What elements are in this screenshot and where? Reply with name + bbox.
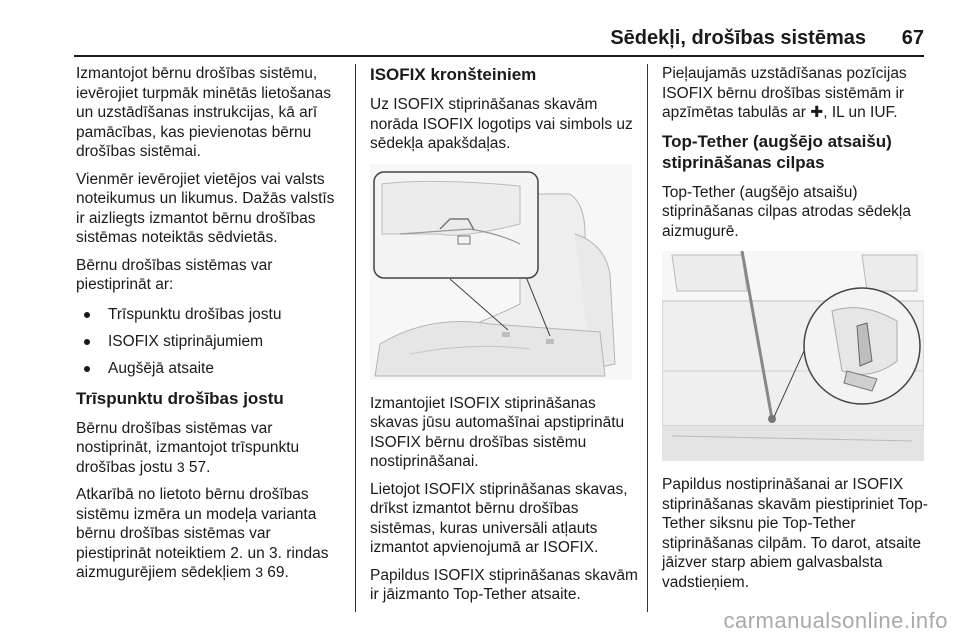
paragraph: Top-Tether (augšējo atsaišu) stiprināšanas cilpas atrodas sēdekļa aizmugurē. — [662, 183, 911, 240]
column-divider — [355, 64, 356, 612]
column-middle — [370, 64, 638, 613]
page-reference-icon: 3 — [255, 564, 263, 580]
paragraph-text: Bērnu drošības sistēmas var nostiprināt, izmantojot trīspunktu drošības jostu — [76, 419, 300, 476]
column-divider — [647, 64, 648, 612]
bullet-list — [76, 303, 342, 380]
paragraph — [662, 64, 930, 123]
page-reference[interactable]: 57. — [188, 458, 211, 476]
top-tether-illustration — [662, 251, 924, 461]
paragraph-text: Atkarībā no lietoto bērnu drošības sistēmu izmēra un modeļa varianta bērnu drošības sistēmas var piestiprināt noteiktiem 2. un 3. rindas aizmugurējiem sēdekļiem — [76, 486, 329, 581]
column-left — [76, 64, 342, 591]
page-number: 67 — [901, 27, 924, 49]
paragraph-text: , IL un IUF. — [823, 104, 898, 121]
paragraph: Papildus ISOFIX stiprināšanas skavām ir jāizmanto Top-Tether atsaite. — [370, 566, 638, 603]
paragraph: Izmantojot bērnu drošības sistēmu, ievērojiet turpmāk minētās lietošanas un uzstādīšanas instrukcijas, kā arī pamācības, kas pievienotas bērnu drošības sistēmai. — [76, 65, 332, 160]
list-item: ISOFIX stiprinājumiem — [76, 330, 342, 353]
section-heading: Trīspunktu drošības jostu — [76, 388, 284, 408]
paragraph: Lietojot ISOFIX stiprināšanas skavas, drīkst izmantot bērnu drošības sistēmas, kuras universāli atļauts izmantot apvienojumā ar ISOFIX. — [370, 480, 628, 556]
paragraph: Vienmēr ievērojiet vietējos vai valsts noteikumus un likumus. Dažās valstīs ir aizliegts izmantot bērnu drošības sistēmas noteiktās sēdvietās. — [76, 170, 335, 246]
column-right — [662, 64, 930, 600]
paragraph: Uz ISOFIX stiprināšanas skavām norāda ISOFIX logotips vai simbols uz sēdekļa apakšdaļas. — [370, 96, 633, 152]
paragraph — [76, 419, 342, 478]
isofix-position-icon: ✚ — [810, 104, 824, 121]
section-heading: ISOFIX kronšteiniem — [370, 65, 537, 84]
header-divider — [74, 55, 924, 57]
paragraph: Bērnu drošības sistēmas var piestiprināt ar: — [76, 256, 273, 293]
page-reference[interactable]: 69. — [267, 564, 289, 581]
paragraph — [76, 485, 342, 583]
paragraph: Izmantojiet ISOFIX stiprināšanas skavas jūsu automašīnai apstiprinātu ISOFIX bērnu drošības sistēmu nostiprināšanai. — [370, 394, 625, 470]
seat-drawing — [370, 164, 632, 380]
isofix-seat-illustration — [370, 164, 632, 380]
paragraph: Papildus nostiprināšanai ar ISOFIX stiprināšanas skavām piestipriniet Top-Tether siksnu pie Top-Tether stiprināšanas cilpām. To darot, atsaite jāizver starp abiem galvasbalsta vadstieņiem. — [662, 476, 928, 591]
section-heading: Top-Tether (augšējo atsaišu) stiprināšanas cilpas — [662, 131, 892, 172]
watermark: carmanualsonline.info — [723, 608, 948, 633]
tether-drawing — [662, 251, 924, 461]
page-reference-icon: 3 — [176, 458, 185, 475]
list-item: Augšējā atsaite — [76, 357, 342, 380]
list-item: Trīspunktu drošības jostu — [76, 303, 342, 326]
page-header — [0, 0, 960, 56]
paragraph-text: Pieļaujamās uzstādīšanas pozīcijas ISOFIX bērnu drošības sistēmām ir apzīmētas tabulās ar — [662, 65, 907, 121]
page-section-title: Sēdekļi, drošības sistēmas — [610, 27, 866, 49]
